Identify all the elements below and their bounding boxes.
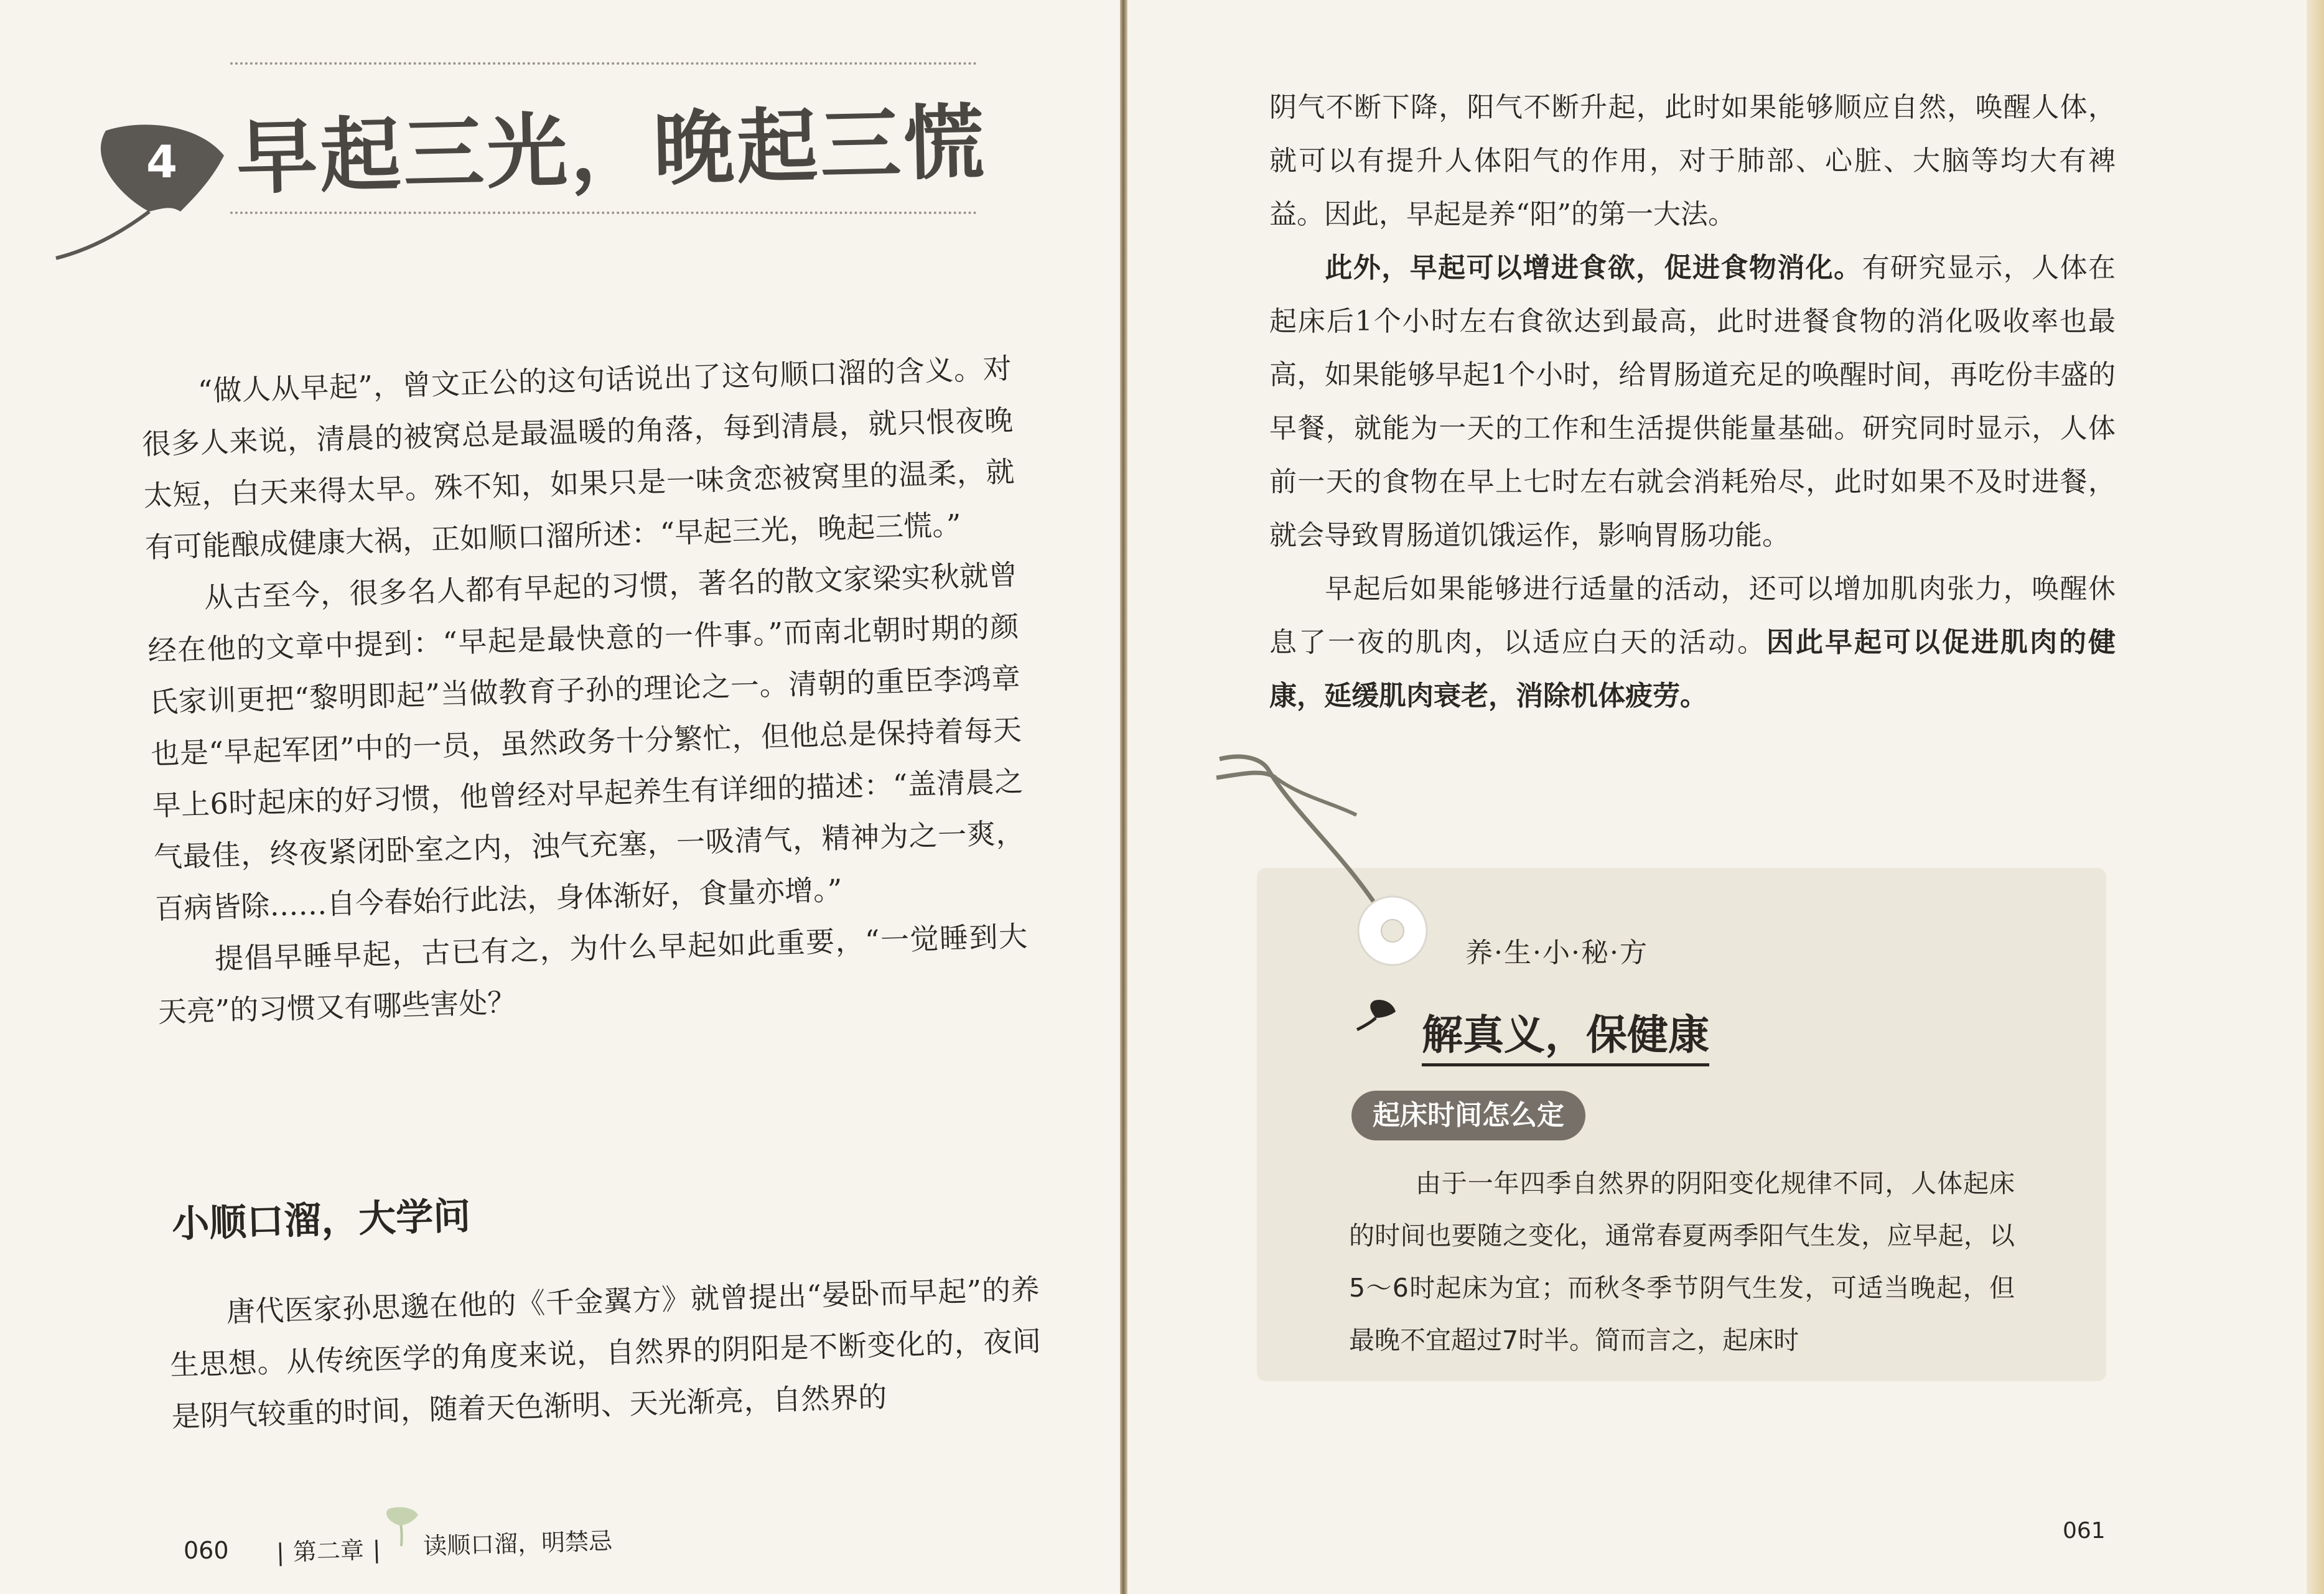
page-title: 早起三光，晚起三慌 [235,94,988,205]
paragraph [140,343,1017,574]
paragraph-text: 阴气不断下降，阳气不断升起，此时如果能够顺应自然，唤醒人体，就可以有提升人体阳气的作用，对于肺部、心脏、大脑等均大有裨益。因此，早起是养“阳”的第一大法。 [1269,91,2116,230]
chapter-number: 4 [146,136,178,188]
paragraph-text: 由于一年四季自然界的阴阳变化规律不同，人体起床的时间也要随之变化，通常春夏两季阳气生发，应早起，以5～6时起床为宜；而秋冬季节阴气生发，可适当晚起，但最晚不宜超过7时半。简而言之，起床时 [1349,1168,2015,1355]
header-dotted-rule-bottom [230,212,977,214]
tip-series-label: 养·生·小·秘·方 [1465,937,1648,969]
divider: | [372,1536,381,1564]
paragraph-text: 提倡早睡早起，古已有之，为什么早起如此重要，“一觉睡到大天亮”的习惯又有哪些害处？ [157,919,1028,1029]
right-body-block [1269,81,2116,723]
paragraph [1349,1157,2015,1366]
divider: | [276,1538,285,1567]
tip-tag: 起床时间怎么定 [1351,1091,1585,1140]
jade-ring-icon [1355,893,1430,968]
book-gutter [1120,0,1127,1594]
running-motto: 读顺口溜，明禁忌 [422,1527,613,1560]
ginkgo-leaf-icon [380,1506,423,1549]
left-body-block [140,343,1030,1038]
running-chapter [267,1530,390,1567]
left-body-block-2 [168,1264,1043,1443]
page-number-left: 060 [184,1537,229,1564]
bold-text: 因此早起可以促进肌肉的健康，延缓肌肉衰老，消除机体疲劳。 [1269,627,2116,712]
ginkgo-leaf-icon [1353,995,1398,1040]
paragraph [1269,81,2116,241]
paragraph-text: 早起后如果能够进行适量的活动，还可以增加肌肉张力，唤醒休息了一夜的肌肉，以适应白天的活动。 [1269,573,2116,658]
paragraph-text: 唐代医家孙思邈在他的《千金翼方》就曾提出“晏卧而早起”的养生思想。从传统医学的角度来说，自然界的阴阳是不断变化的，夜间是阴气较重的时间，随着天色渐明、天光渐亮，自然界的 [169,1272,1042,1433]
paragraph [1269,562,2116,723]
chapter-label: 第二章 [292,1536,365,1566]
paragraph [168,1264,1043,1443]
page-edge [2307,0,2324,1594]
paragraph [146,549,1027,935]
tip-body [1349,1157,2015,1366]
section-heading: 小顺口溜，大学问 [171,1194,472,1246]
header-dotted-rule-top [230,62,977,65]
paragraph-text: “做人从早起”，曾文正公的这句话说出了这句顺口溜的含义。对很多人来说，清晨的被窝总是最温暖的角落，每到清晨，就只恨夜晚太短，白天来得太早。殊不知，如果只是一味贪恋被窝里的温柔，就有可能酿成健康大祸，正如顺口溜所述：“早起三光，晚起三慌。” [141,351,1015,564]
tip-title: 解真义，保健康 [1422,1002,1709,1066]
page-number-right: 061 [2063,1518,2106,1544]
paragraph-text: 从古至今，很多名人都有早起的习惯，著名的散文家梁实秋就曾经在他的文章中提到：“早起是最快意的一件事。”而南北朝时期的颜氏家训更把“黎明即起”当做教育子孙的理论之一。清朝的重臣李鸿章也是“早起军团”中的一员，虽然政务十分繁忙，但他总是保持着每天早上6时起床的好习惯，他曾经对早起养生有详细的描述：“盖清晨之气最佳，终夜紧闭卧室之内，浊气充塞，一吸清气，精神为之一爽，百病皆除……自今春始行此法，身体渐好，食量亦增。” [147,557,1025,926]
bold-text: 此外，早起可以增进食欲，促进食物消化。 [1324,252,1862,284]
paragraph-text: 有研究显示，人体在起床后1个小时左右食欲达到最高，此时进餐食物的消化吸收率也最高，如果能够早起1个小时，给胃肠道充足的唤醒时间，再吃份丰盛的早餐，就能为一天的工作和生活提供能量基础。研究同时显示，人体前一天的食物在早上七时左右就会消耗殆尽，此时如果不及时进餐，就会导致胃肠道饥饿运作，影响胃肠功能。 [1269,252,2116,551]
paragraph [1269,241,2116,562]
